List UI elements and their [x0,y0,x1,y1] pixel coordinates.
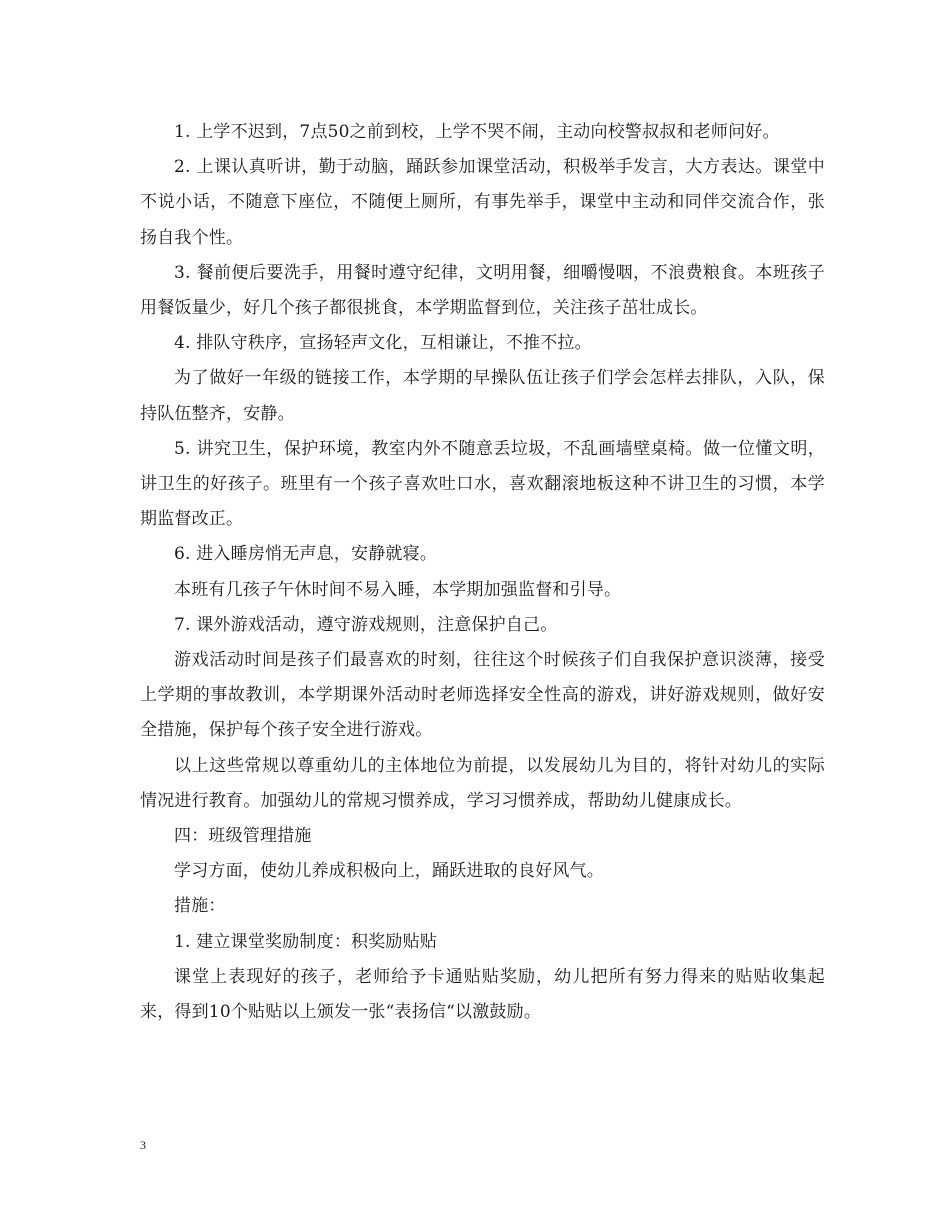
paragraph-rule-4: 4. 排队守秩序，宣扬轻声文化，互相谦让，不推不拉。 [174,333,592,354]
paragraph-rule-1: 1. 上学不迟到，7点50之前到校，上学不哭不闹，主动向校警叔叔和老师问好。 [174,122,780,142]
paragraph-rule-3: 3. 餐前便后要洗手，用餐时遵守纪律，文明用餐，细嚼慢咽，不浪费粮食。本班孩子用餐饭量少，好几个孩子都很挑食，本学期监督到位，关注孩子茁壮成长。 [140,262,825,319]
paragraph-measures-label: 措施： [174,896,226,917]
page-number: 3 [140,1138,146,1152]
paragraph-rule-5: 5. 讲究卫生，保护环境，教室内外不随意丢垃圾，不乱画墙壁桌椅。做一位懂文明，讲卫生的好孩子。班里有一个孩子喜欢吐口水，喜欢翻滚地板这种不讲卫生的习惯，本学期监督改正。 [140,438,825,530]
paragraph-rule-4-detail: 为了做好一年级的链接工作，本学期的早操队伍让孩子们学会怎样去排队，入队，保持队伍整齐，安静。 [140,368,825,424]
document-body [140,115,825,1030]
paragraph-rule-2: 2. 上课认真听讲，勤于动脑，踊跃参加课堂活动，积极举手发言，大方表达。课堂中不说小话，不随意下座位，不随便上厕所，有事先举手，课堂中主动和同伴交流合作，张扬自我个性。 [140,157,825,248]
paragraph-rule-6-detail: 本班有几孩子午休时间不易入睡，本学期加强监督和引导。 [174,579,622,600]
section-heading-management: 四：班级管理措施 [174,826,312,847]
paragraph-measure-1-detail: 课堂上表现好的孩子，老师给予卡通贴贴奖励，幼儿把所有努力得来的贴贴收集起来，得到10个贴贴以上颁发一张“表扬信“以激鼓励。 [140,966,825,1023]
paragraph-rule-7: 7. 课外游戏活动，遵守游戏规则，注意保护自己。 [174,614,558,635]
paragraph-rule-6: 6. 进入睡房悄无声息，安静就寝。 [174,544,438,565]
paragraph-study-aspect: 学习方面，使幼儿养成积极向上，踊跃进取的良好风气。 [174,861,604,882]
paragraph-summary: 以上这些常规以尊重幼儿的主体地位为前提，以发展幼儿为目的，将针对幼儿的实际情况进行教育。加强幼儿的常规习惯养成，学习习惯养成，帮助幼儿健康成长。 [140,755,825,811]
paragraph-measure-1: 1. 建立课堂奖励制度：积奖励贴贴 [174,931,438,952]
paragraph-rule-7-detail: 游戏活动时间是孩子们最喜欢的时刻，往往这个时候孩子们自我保护意识淡薄，接受上学期的事故教训，本学期课外活动时老师选择安全性高的游戏，讲好游戏规则，做好安全措施，保护每个孩子安全进行游戏。 [140,650,825,741]
